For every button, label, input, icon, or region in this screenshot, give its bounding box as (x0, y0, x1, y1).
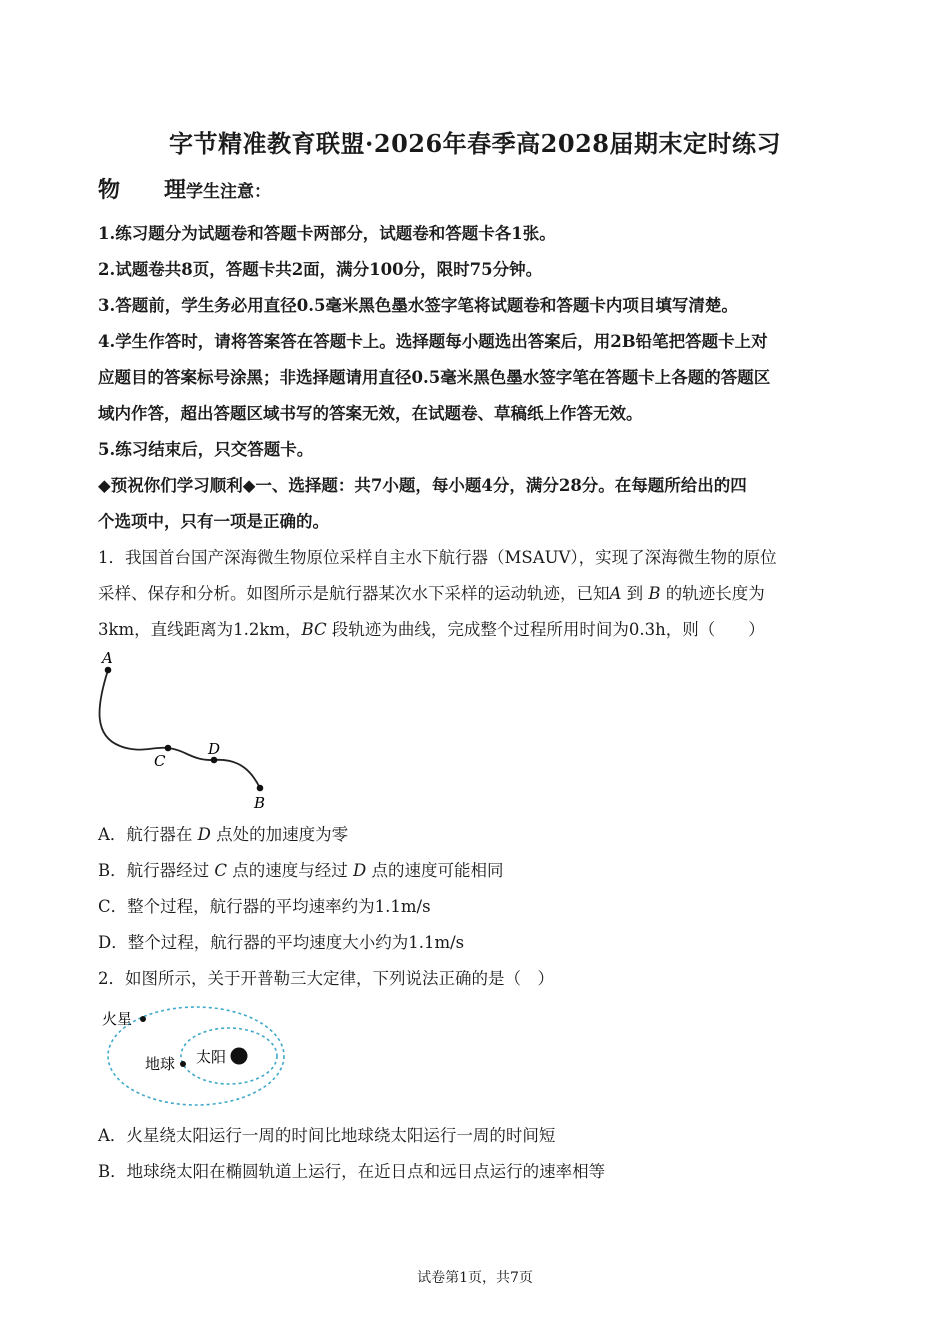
point-c-dot (165, 745, 172, 752)
q1-text: 段轨迹为曲线，完成整个过程所用时间为0.3h，则（ ） (326, 620, 765, 639)
option-text: 点的速度可能相同 (366, 861, 504, 880)
notice-label: 学生注意： (186, 182, 272, 202)
section-heading-line-1: ◆预祝你们学习顺利◆一、选择题：共7小题，每小题4分，满分28分。在每题所给出的四 (98, 476, 747, 495)
q1-text: 的轨迹长度为 (660, 584, 765, 603)
subject-char-2: 理 (164, 177, 187, 203)
subject-heading (98, 173, 271, 204)
trajectory-curve (99, 670, 260, 788)
option-text: 点的速度与经过 (227, 861, 353, 880)
var-bc: BC (301, 620, 327, 639)
label-earth: 地球 (145, 1055, 176, 1073)
q2-option-a[interactable]: A．火星绕太阳运行一周的时间比地球绕太阳运行一周的时间短 (98, 1126, 556, 1145)
option-text: 点处的加速度为零 (210, 825, 349, 844)
var-c: C (214, 861, 227, 880)
var-a: A (609, 584, 622, 603)
note-1: 1.练习题分为试题卷和答题卡两部分，试题卷和答题卡各1张。 (98, 224, 556, 243)
option-text: A．航行器在 (98, 825, 198, 844)
note-3: 3.答题前，学生务必用直径0.5毫米黑色墨水签字笔将试题卷和答题卡内项目填写清楚。 (98, 296, 738, 315)
label-d: D (208, 740, 221, 758)
trajectory-figure (90, 648, 280, 816)
label-c: C (154, 752, 166, 770)
orbit-figure (90, 998, 300, 1108)
var-b: B (648, 584, 661, 603)
label-a: A (102, 649, 113, 667)
q1-stem-line-1: 1．我国首台国产深海微生物原位采样自主水下航行器（MSAUV），实现了深海微生物的原位 (98, 548, 777, 567)
q1-stem-line-3 (98, 616, 765, 640)
label-b: B (254, 794, 266, 812)
page-footer: 试卷第1页，共7页 (417, 1270, 533, 1286)
subject-char-1: 物 (98, 177, 121, 203)
q2-option-b[interactable]: B．地球绕太阳在椭圆轨道上运行，在近日点和远日点运行的速率相等 (98, 1162, 606, 1181)
q1-text: 到 (621, 584, 649, 603)
q1-option-c[interactable]: C．整个过程，航行器的平均速率约为1.1m/s (98, 897, 431, 916)
label-sun: 太阳 (196, 1048, 227, 1066)
q1-option-a[interactable] (98, 821, 348, 845)
note-5: 5.练习结束后，只交答题卡。 (98, 440, 314, 459)
point-b-dot (257, 785, 264, 792)
note-4-line-2: 应题目的答案标号涂黑；非选择题请用直径0.5毫米黑色墨水签字笔在答题卡上各题的答题区 (98, 368, 771, 387)
var-d: D (353, 861, 367, 880)
sun-icon (231, 1048, 248, 1065)
earth-dot (180, 1061, 186, 1067)
q1-option-b[interactable] (98, 857, 503, 881)
option-text: B．航行器经过 (98, 861, 215, 880)
q1-option-d[interactable]: D．整个过程，航行器的平均速度大小约为1.1m/s (98, 933, 465, 952)
q1-text: 3km，直线距离为1.2km， (98, 620, 302, 639)
q1-text: 采样、保存和分析。如图所示是航行器某次水下采样的运动轨迹，已知 (98, 584, 610, 603)
point-a-dot (105, 667, 112, 674)
note-4-line-3: 域内作答，超出答题区域书写的答案无效，在试题卷、草稿纸上作答无效。 (98, 404, 643, 423)
mars-dot (140, 1016, 146, 1022)
section-heading-line-2: 个选项中，只有一项是正确的。 (98, 512, 329, 531)
note-4-line-1: 4.学生作答时，请将答案答在答题卡上。选择题每小题选出答案后，用2B铅笔把答题卡上对 (98, 332, 768, 351)
q2-stem: 2．如图所示，关于开普勒三大定律，下列说法正确的是（ ） (98, 969, 554, 988)
page-title: 字节精准教育联盟·2026年春季高2028届期末定时练习 (169, 129, 781, 158)
var-d: D (197, 825, 211, 844)
label-mars: 火星 (102, 1010, 133, 1028)
q1-stem-line-2 (98, 580, 765, 604)
note-2: 2.试题卷共8页，答题卡共2面，满分100分，限时75分钟。 (98, 260, 543, 279)
